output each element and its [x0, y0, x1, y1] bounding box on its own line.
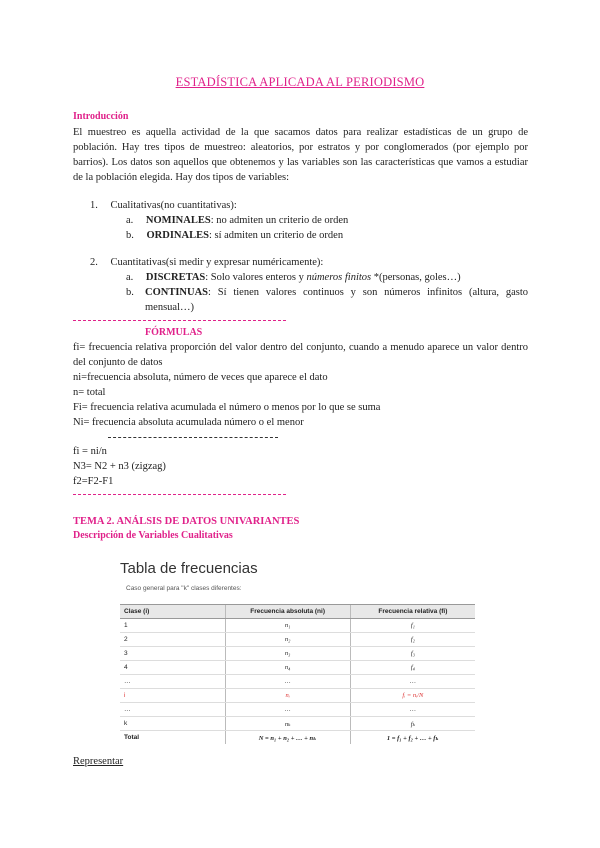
table-cell: Total — [120, 731, 225, 745]
table-cell: 2 — [120, 633, 225, 647]
table-cell: … — [120, 675, 225, 689]
tema-subheading: Descripción de Variables Cualitativas — [73, 530, 233, 541]
list-item-1b — [126, 228, 343, 243]
table-cell: 1 — [120, 619, 225, 633]
table-row — [120, 689, 475, 703]
table-cell: n₂ — [225, 633, 350, 647]
term-desc: : Sí tienen valores continuos y son números infinitos (altura, gasto mensual…) — [145, 287, 528, 313]
list-marker: 2. — [90, 257, 98, 268]
term-desc: : Solo valores enteros y — [205, 272, 307, 283]
list-item-2a — [126, 270, 461, 285]
table-cell: 3 — [120, 647, 225, 661]
table-header: Frecuencia relativa (fi) — [350, 605, 475, 619]
term-italic: números finitos — [306, 272, 372, 283]
list-item-1a — [126, 213, 348, 228]
table-cell: f₄ — [350, 661, 475, 675]
term-tail: *(personas, goles…) — [371, 272, 461, 283]
table-header: Clase (i) — [120, 605, 225, 619]
formula-line: Ni= frecuencia absoluta acumulada número o el menor — [73, 417, 304, 428]
term-desc: : sí admiten un criterio de orden — [208, 230, 344, 241]
table-cell: fₖ — [350, 717, 475, 731]
list-marker: a. — [126, 272, 134, 283]
divider — [73, 320, 286, 322]
table-header: Frecuencia absoluta (ni) — [225, 605, 350, 619]
table-cell: f₂ — [350, 633, 475, 647]
table-cell: … — [225, 675, 350, 689]
table-total-row — [120, 731, 475, 745]
list-text: Cualitativas(no cuantitativas): — [110, 200, 237, 211]
intro-paragraph: El muestreo es aquella actividad de la que sacamos datos para realizar estadísticas de un grupo de población. Hay tres tipos de muestreo: aleatorios, por estratos y por conglomerados (por ejemplo por barrios). Los datos son aquellos que obtenemos y las variables son las características que vamos a estudiar de la población elegida. Hay dos tipos de variables: — [73, 127, 528, 183]
term-nominales: NOMINALES — [145, 215, 211, 226]
table-cell: f₃ — [350, 647, 475, 661]
list-marker: b. — [126, 230, 134, 241]
formula-line: n= total — [73, 387, 106, 398]
table-cell: 1 = f₁ + f₂ + … + fₖ — [350, 731, 475, 745]
list-marker: b. — [126, 287, 134, 298]
table-row — [120, 717, 475, 731]
table-cell: … — [120, 703, 225, 717]
table-row — [120, 619, 475, 633]
table-cell: fᵢ = nᵢ/N — [350, 689, 475, 703]
table-row — [120, 661, 475, 675]
list-marker: a. — [126, 215, 134, 226]
table-cell: n₃ — [225, 647, 350, 661]
formula-line: ni=frecuencia absoluta, número de veces que aparece el dato — [73, 372, 328, 383]
table-cell: i — [120, 689, 225, 703]
formula-line: fi = ni/n — [73, 446, 107, 457]
divider — [73, 494, 286, 496]
table-row — [120, 647, 475, 661]
formulas-heading: FÓRMULAS — [145, 327, 203, 338]
table-cell: nᵢ — [225, 689, 350, 703]
table-cell: … — [350, 675, 475, 689]
list-text: Cuantitativas(si medir y expresar numéricamente): — [110, 257, 324, 268]
document-title: ESTADÍSTICA APLICADA AL PERIODISMO — [175, 75, 425, 89]
term-desc: : no admiten un criterio de orden — [210, 215, 349, 226]
list-marker: 1. — [90, 200, 98, 211]
list-item-2b — [126, 285, 528, 315]
representar-heading: Representar — [73, 756, 124, 767]
table-cell: nₖ — [225, 717, 350, 731]
formula-line: Fi= frecuencia relativa acumulada el número o menos por lo que se suma — [73, 402, 381, 413]
formula-line: N3= N2 + n3 (zigzag) — [73, 461, 166, 472]
list-item-2 — [90, 255, 323, 270]
term-ordinales: ORDINALES — [146, 230, 209, 241]
term-continuas: CONTINUAS — [145, 287, 209, 298]
table-cell: N = n₁ + n₂ + … + nₖ — [225, 731, 350, 745]
term-discretas: DISCRETAS — [145, 272, 206, 283]
table-row — [120, 703, 475, 717]
table-title: Tabla de frecuencias — [120, 560, 258, 577]
table-cell: f₁ — [350, 619, 475, 633]
tema-heading: TEMA 2. ANÁLSIS DE DATOS UNIVARIANTES — [73, 516, 300, 527]
intro-heading: Introducción — [73, 111, 129, 122]
table-row — [120, 675, 475, 689]
table-header-row — [120, 605, 475, 619]
table-cell: n₁ — [225, 619, 350, 633]
formula-line: fi= frecuencia relativa proporción del valor dentro del conjunto, cuando a menudo aparece un valor dentro del conjunto de datos — [73, 342, 528, 368]
frequency-table — [120, 604, 475, 744]
formula-line: f2=F2-F1 — [73, 476, 114, 487]
list-item-1 — [90, 198, 237, 213]
divider — [108, 437, 278, 439]
table-cell: k — [120, 717, 225, 731]
table-subtitle: Caso general para "k" clases diferentes: — [126, 585, 242, 592]
table-cell: n₄ — [225, 661, 350, 675]
table-cell: 4 — [120, 661, 225, 675]
table-cell: … — [225, 703, 350, 717]
table-row — [120, 633, 475, 647]
table-cell: … — [350, 703, 475, 717]
